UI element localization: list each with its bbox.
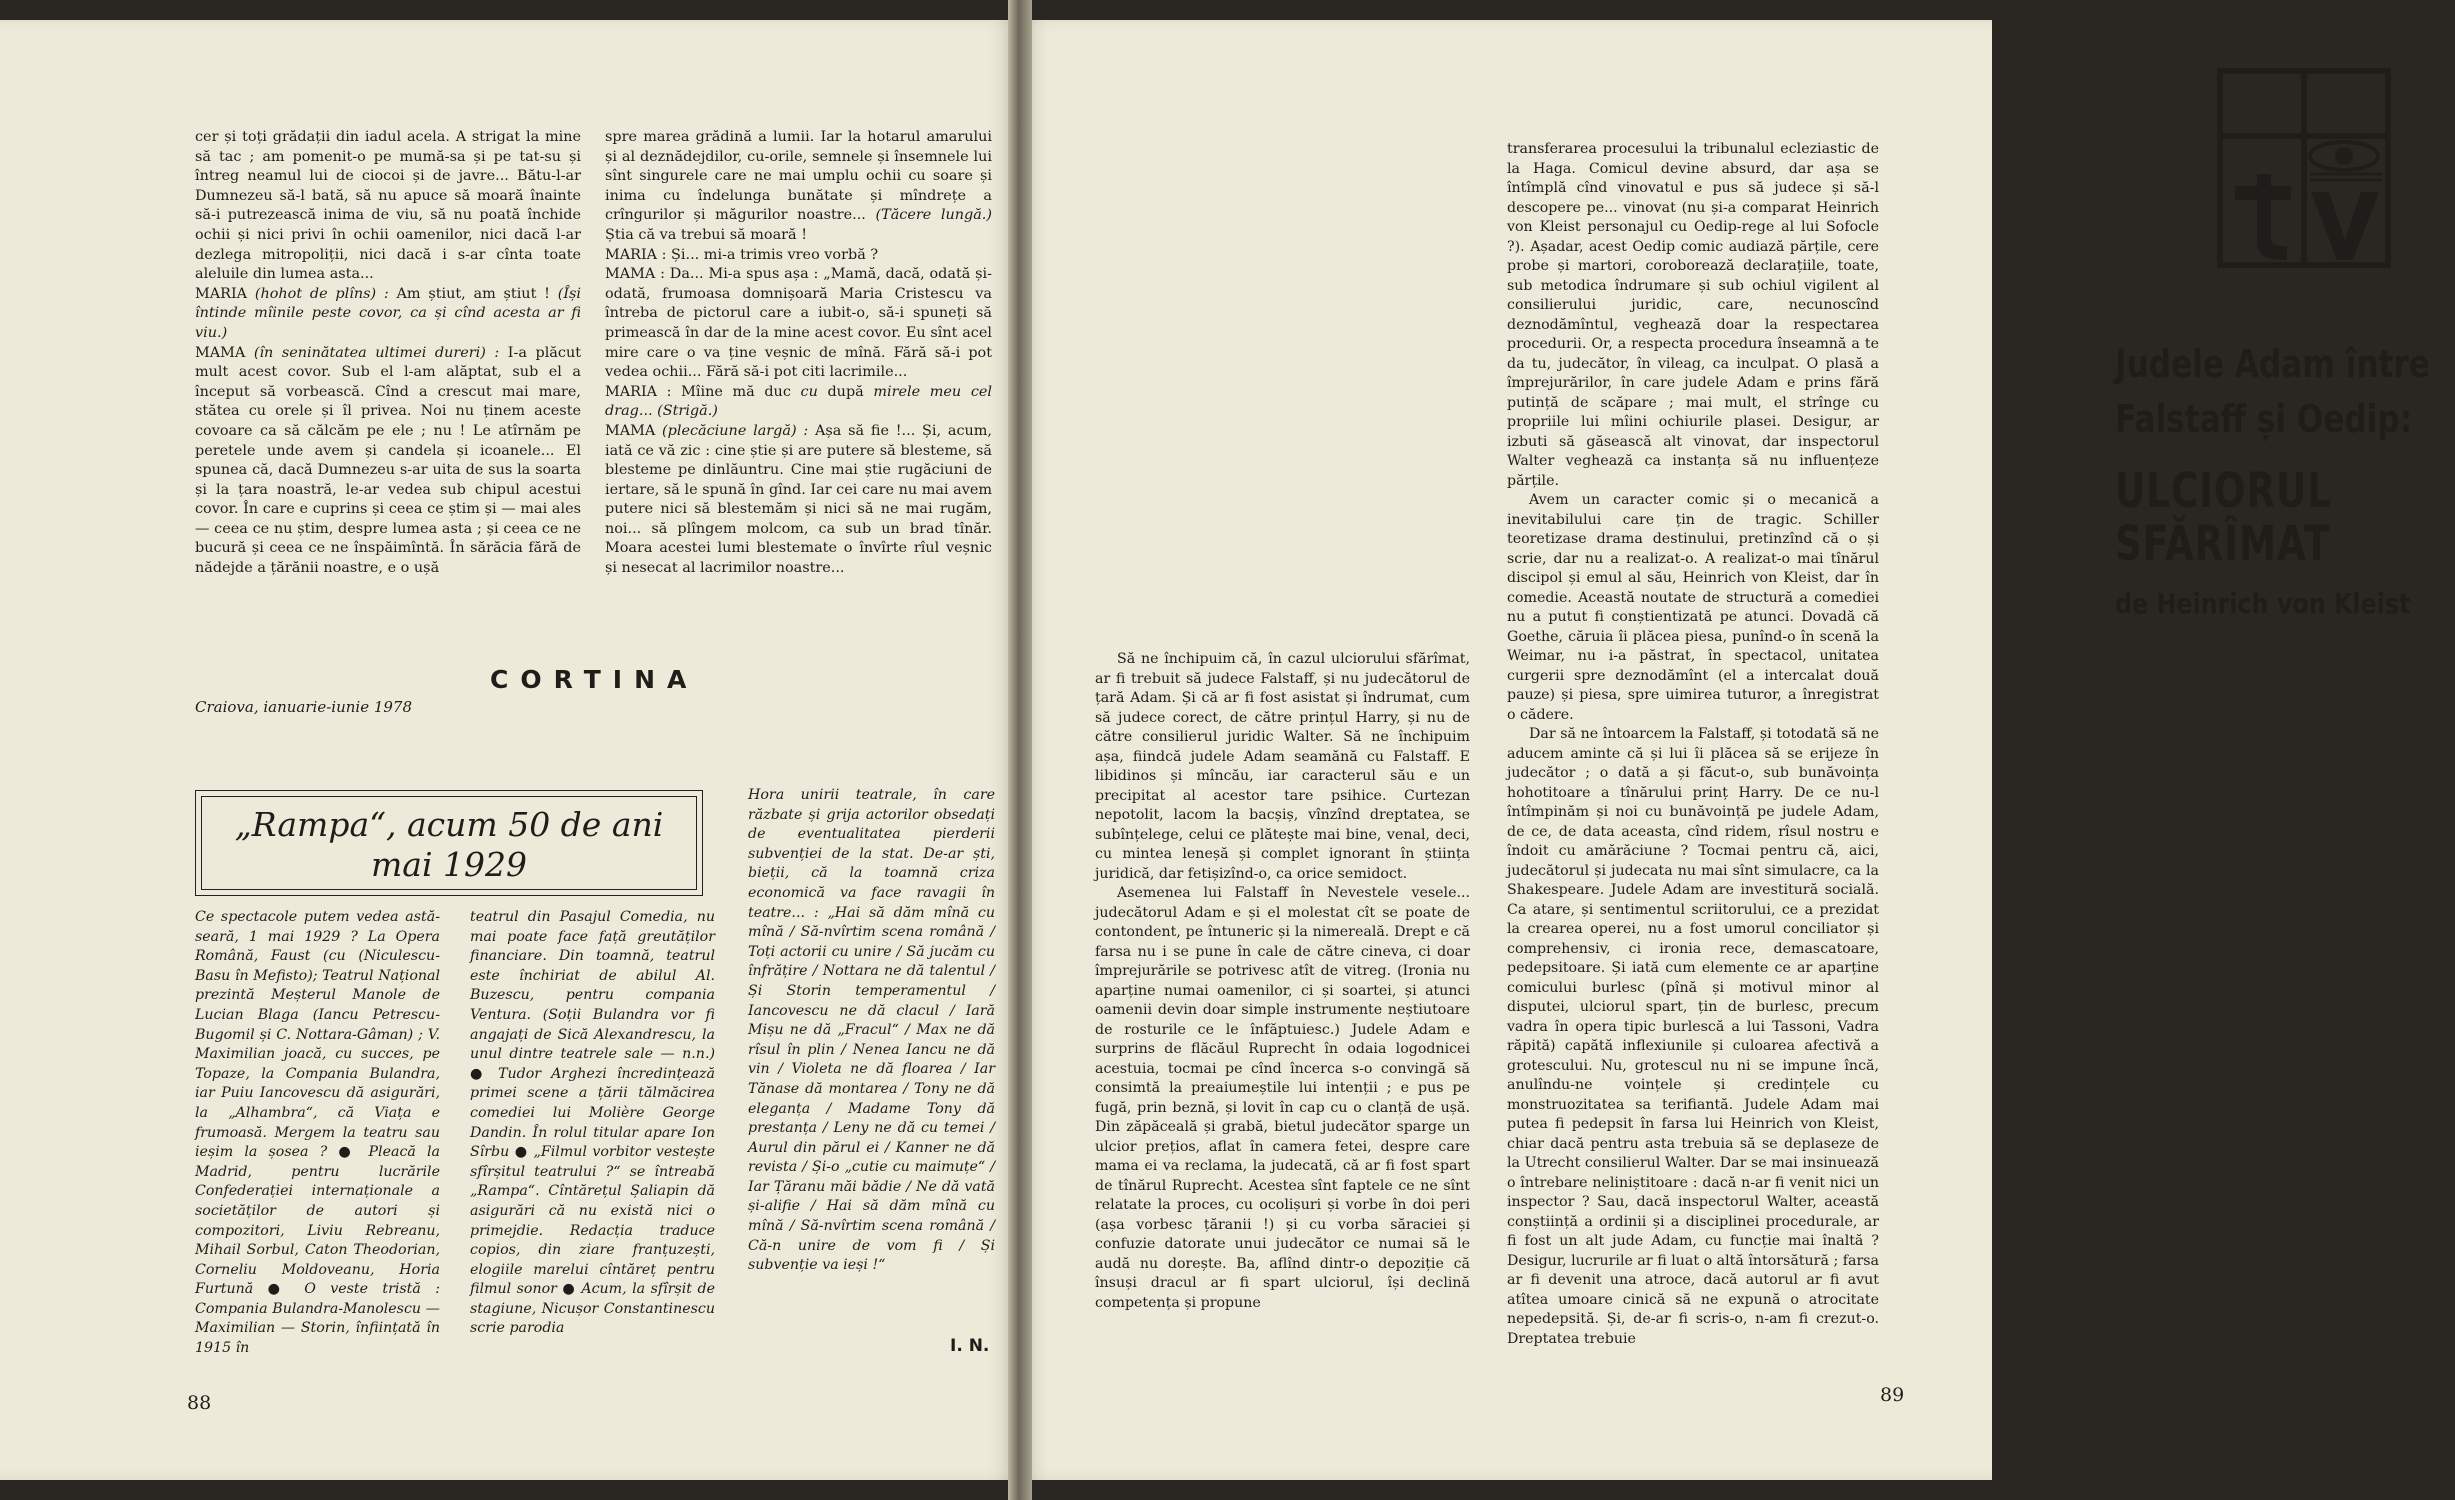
- paragraph: Avem un caracter comic și o mecanică a inevitabilului care țin de tragic. Schiller teoretizase drama destinului, pretinzînd că o și scrie, dar nu a realizat-o. A realizat-o mai tînărul discipol și emul al său, Heinrich von Kleist, dar în comedie. Această noutate de structură a comediei nu a putut fi conștientizată pe atunci. Dovadă că Goethe, căruia îi plăcea piesa, punînd-o în scenă la Weimar, nu i-a păstrat, în spectacol, unitatea curgerii spre deznodămînt (el a intercalat două pauze) și piesa, spre uimirea tuturor, a înregistrat o cădere.: [1507, 492, 1879, 723]
- author-signature: I. N.: [950, 1336, 990, 1356]
- book-spine: [1008, 0, 1032, 1500]
- article-title-line1: Judele Adam între: [2115, 342, 2430, 386]
- dialog-line: MARIA (hohot de plîns) : Am știut, am știut ! (Își întinde mîinile peste covor, ca și cînd acesta ar fi viu.): [195, 285, 582, 341]
- dialog-line: MARIA : Mîine mă duc cu după mirele meu cel drag... (Strigă.): [605, 383, 992, 420]
- place-date: Craiova, ianuarie-iunie 1978: [195, 698, 413, 716]
- dialog-line: MARIA : Și... mi-a trimis vreo vorbă ?: [605, 246, 879, 263]
- article-column-2: [1507, 140, 1879, 1349]
- left-page: [0, 20, 1018, 1480]
- dialog-line: MAMA (în seninătatea ultimei dureri) : I-a plăcut mult acest covor. Sub el l-am alăptat, sub el a început să vorbească. Cînd a crescut mai mare, stătea cu orele și îl privea. Noi nu ținem aceste covoare ca să călcăm pe ele ; nu ! Le atîrnăm pe peretele unde avem și candela și icoanele... El spunea că, dacă Dumnezeu s-ar uita de sus la soarta și la țara noastră, le-ar vedea sub chipul acestui covor. În care e cuprins și ceea ce știm și — mai ales — ceea ce nu știm, despre lumea asta ; și ceea ce ne bucură și ceea ce ne înspăimîntă. În sărăcia fără de nădejde a țărănii noastre, e o ușă: [195, 344, 581, 577]
- article-byline: de Heinrich von Kleist: [2115, 587, 2411, 620]
- play-column-1: [195, 128, 581, 579]
- play-column-2: [605, 128, 992, 579]
- rampa-title: „Rampa“, acum 50 de ani mai 1929: [234, 805, 664, 884]
- page-number: 88: [187, 1392, 212, 1414]
- play-text: spre marea grădină a lumii. Iar la hotarul amarului și al deznădejdilor, cu-orile, semnele și însemnele lui sînt singurele care ne mai umplu ochii cu soare și inima cu îndelunga bunătate și mîndrețe a crîngurilor și măgurilor noastre... (Tăcere lungă.) Știa că va trebui să moară !: [605, 129, 992, 243]
- rampa-column-1: Ce spectacole putem vedea astă-seară, 1 mai 1929 ? La Opera Română, Faust (cu (Niculescu-Basu în Mefisto); Teatrul Național prezintă Meșterul Manole de Lucian Blaga (Iancu Petrescu-Bugomil și C. Nottara-Gâman) ; V. Maximilian joacă, cu succes, pe Topaze, la Compania Bulandra, iar Puiu Iancovescu dă asigurări, la „Alhambra“, că Viața e frumoasă. Mergem la teatru sau ieșim la șosea ? ● Pleacă la Madrid, pentru lucrările Confederației internaționale a societăților de autori și compozitori, Liviu Rebreanu, Mihail Sorbul, Caton Theodorian, Corneliu Moldoveanu, Horia Furtună ● O veste tristă : Compania Bulandra-Manolescu — Maximilian — Storin, înființată în 1915 în: [195, 909, 440, 1357]
- article-title-line2: Falstaff și Oedip:: [2115, 397, 2413, 441]
- article-title-line3: ULCIORUL: [2115, 463, 2332, 519]
- dialog-line: MAMA : Da... Mi-a spus așa : „Mamă, dacă, odată și-odată, frumoasa domnișoară Maria Cristescu va întreba de pictorul care a iubit-o, să-i spuneți să primească în dar de la mine acest covor. Eu sînt acel mire care o va ține veșnic de mînă. Fără să-i pot vedea ochii... Fără să-i pot citi lacrimile...: [605, 266, 992, 381]
- rampa-column-2: teatrul din Pasajul Comedia, nu mai poate face față greutăților financiare. Din toamnă, teatrul este închiriat de abilul Al. Buzescu, pentru compania Ventura. (Soții Bulandra vor fi angajați de Sică Alexandrescu, la unul dintre teatrele sale — n.n.) ● Tudor Arghezi încredințează primei scene a țării tălmăcirea comediei lui Molière George Dandin. În rolul titular apare Ion Sîrbu ● „Filmul vorbitor vestește sfîrșitul teatrului ?“ se întreabă „Rampa“. Cîntărețul Șaliapin dă asigurări că nu există nici o primejdie. Redacția traduce copios, din ziare franțuzești, elogiile marelui cîntăreț pentru filmul sonor ● Acum, la sfîrșit de stagiune, Nicușor Constantinescu scrie parodia: [470, 909, 715, 1337]
- paragraph: Asemenea lui Falstaff în Nevestele vesele... judecătorul Adam e și el molestat cît se poate de contondent, pe întuneric și la nimereală. Drept e că farsa nu i se pune în cale de către cineva, ci doar împrejurările se potrivesc atît de vitreg. (Ironia nu aparține numai oamenilor, ci și soartei, și atunci oamenii devin doar simple instrumente neștiutoare de rosturile ce le înfăptuiesc.) Judele Adam e surprins de flăcăul Ruprecht în odaia logodnicei acestuia, tocmai pe cînd încerca s-o convingă să consimtă la preaiumeștile lui intenții ; e pus pe fugă, prin beznă, și lovit în cap cu o clanță de ușă. Din zăpăceală și grabă, bietul judecător sparge un ulcior prețios, aflat în camera fetei, despre care mama ei va reclama, la judecată, că ar fi fost spart de tînărul Ruprecht. Acestea sînt faptele ce ne sînt relatate la proces, cu ocolișuri și vorbe în doi peri (așa vorbesc țăranii !) și cu vorba săraciei și confuzie datorate unui judecător ce numai să le audă nu dorește. Ba, aflînd dintr-o depoziție că însuși dracul ar fi spart ulciorul, își declină competența și propune: [1095, 885, 1470, 1311]
- article-title-line4: SFĂRÎMAT: [2115, 516, 2331, 572]
- right-page: [1020, 20, 2430, 1480]
- paragraph: Să ne închipuim că, în cazul ulciorului sfărîmat, ar fi trebuit să judece Falstaff, și nu judecătorul de țară Adam. Și că ar fi fost asistat și îndrumat, cum să judece corect, de către prințul Harry, și nu de către consilierul juridic Walter. Să ne închipuim așa, fiindcă judele Adam seamănă cu Falstaff. E libidinos și mîncău, iar caracterul său e un precipitat al acestor tare psihice. Curtezan nepotolit, lacom la bacșiș, vînzînd dreptatea, se subînțelege, celui ce plătește mai bine, venal, deci, cu mintea leneșă și complet ignorant în știința juridică, dar fetișizînd-o, ca orice semidoct.: [1095, 651, 1470, 882]
- paragraph: transferarea procesului la tribunalul ecleziastic de la Haga. Comicul devine absurd, dar așa se întîmplă cînd vinovatul e pus să judece și să-l descopere pe... vinovat (nu și-a comparat Heinrich von Kleist personajul cu Oedip-rege al lui Sofocle ?). Așadar, acest Oedip comic audiază părțile, cere probe și martori, coroborează declarațiile, toate, sub metodica îndrumare și sub ochiul vigilent al consilierului juridic, care, necunoscînd deznodămîntul, veghează doar la respectarea procedurii. Or, a respecta procedura înseamnă a te da tu, judecător, în vileag, ca inculpat. O plasă a împrejurărilor, în care judele Adam e prins fără putință de scăpare ; mai mult, el strînge cu propriile lui mîini ochiurile plasei. Desigur, ar izbuti să găsească alt vinovat, dar inspectorul Walter veghează ca instanța să nu influențeze părțile.: [1507, 141, 1879, 489]
- dialog-line: MAMA (plecăciune largă) : Așa să fie !... Și, acum, iată ce vă zic : cine știe și are putere să blesteme, să blesteme pe dinlăuntru. Cine mai știe rugăciuni de iertare, să le spună în gînd. Iar cei care nu mai avem putere nici să blestemăm și nici să ne mai rugăm, noi... să plîngem molcom, ca sub un brad tînăr. Moara acestei lumi blestemate o învîrte rîul veșnic și nesecat al lacrimilor noastre...: [605, 422, 992, 577]
- article-column-1: [1095, 650, 1470, 1313]
- page-number: 89: [1880, 1384, 1905, 1406]
- cortina-heading: CORTINA: [490, 665, 699, 694]
- tv-logo-icon: [2217, 68, 2391, 268]
- rampa-column-3: Hora unirii teatrale, în care răzbate și grija actorilor obsedați de eventualitatea pierderii subvenției de la stat. De-ar ști, bieții, că la toamnă criza economică va face ravagii în teatre... : „Hai să dăm mînă cu mînă / Să-nvîrtim scena română / Toți actorii cu unire / Să jucăm cu înfrățire / Nottara ne dă talentul / Și Storin temperamentul / Iancovescu ne dă clacul / Iară Mișu ne dă „Fracul“ / Max ne dă rîsul în plin / Nenea Iancu ne dă vin / Violeta ne dă floarea / Iar Tănase dă montarea / Tony ne dă eleganța / Madame Tony dă prestanța / Leny ne dă cu temei / Aurul din părul ei / Kanner ne dă revista / Și-o „cutie cu maimuțe“ / Iar Țăranu măi bădie / Ne dă vată și-alifie / Hai să dăm mînă cu mînă / Să-nvîrtim scena română / Că-n unire de vom fi / Și subvenție va ieși !“: [748, 787, 995, 1274]
- paragraph: Dar să ne întoarcem la Falstaff, și totodată să ne aducem aminte că și lui îi plăcea să se erijeze în judecător ; o dată a și făcut-o, sub bunăvoința hohotitoare a tînărului prinț Harry. De ce nu-l întîmpinăm și noi cu bunăvoință pe judele Adam, de ce, de data aceasta, cînd ridem, rîsul nostru e îndoit cu amărăciune ? Tocmai pentru că, aici, judecătorul și judecata nu mai sînt simulacre, ca la Shakespeare. Judele Adam are investitură socială. Ca atare, și sentimentul scriitorului, ce a prezidat la crearea operei, nu a fost umorul conciliator și comprehensiv, ci ironia rece, demascatoare, pedepsitoare. Și iată cum elemente ce ar aparține comicului burlesc (pînă și motivul minor al disputei, ulciorul spart, țin de burlesc, precum vadra în opera tipic burlescă a lui Tassoni, Vadra răpită) capătă inflexiunile și culoarea afectivă a grotescului. Nu, grotescul nu ni se impune încă, anulîndu-ne voințele și credințele cu monstruozitatea sa terifiantă. Judele Adam mai putea fi pedepsit în farsa lui Heinrich von Kleist, chiar dacă pentru asta trebuia să se deplaseze de la Utrecht consilierul Walter. Dar se mai insinuează o întrebare neliniștitoare : dacă n-ar fi venit nici un inspector ? Sau, dacă inspectorul Walter, această conștiință a ordinii și a disciplinei procedurale, ar fi fost un alt jude Adam, cu funcție mai înaltă ? Desigur, lucrurile ar fi luat o altă întorsătură ; farsa ar fi devenit una atroce, dacă autorul ar fi avut atîtea umoare cinică să ne expună o atrocitate nepedepsită. Și, de-ar fi scris-o, n-am fi crezut-o. Dreptatea trebuie: [1507, 726, 1879, 1347]
- play-text: cer și toți grădații din iadul acela. A strigat la mine să tac ; am pomenit-o pe mumă-sa și pe tat-su și întreg neamul lui de ciocoi și de javre... Bătu-l-ar Dumnezeu să-l bată, să nu apuce să moară înainte să-i putrezească inima de viu, să nu poată închide ochii și nici privi în ochii oamenilor, nici dacă l-ar dezlega mitropoliții, nici dacă i s-ar cînta toate aleluile din lumea asta...: [195, 129, 581, 283]
- rampa-title-box: [195, 790, 703, 896]
